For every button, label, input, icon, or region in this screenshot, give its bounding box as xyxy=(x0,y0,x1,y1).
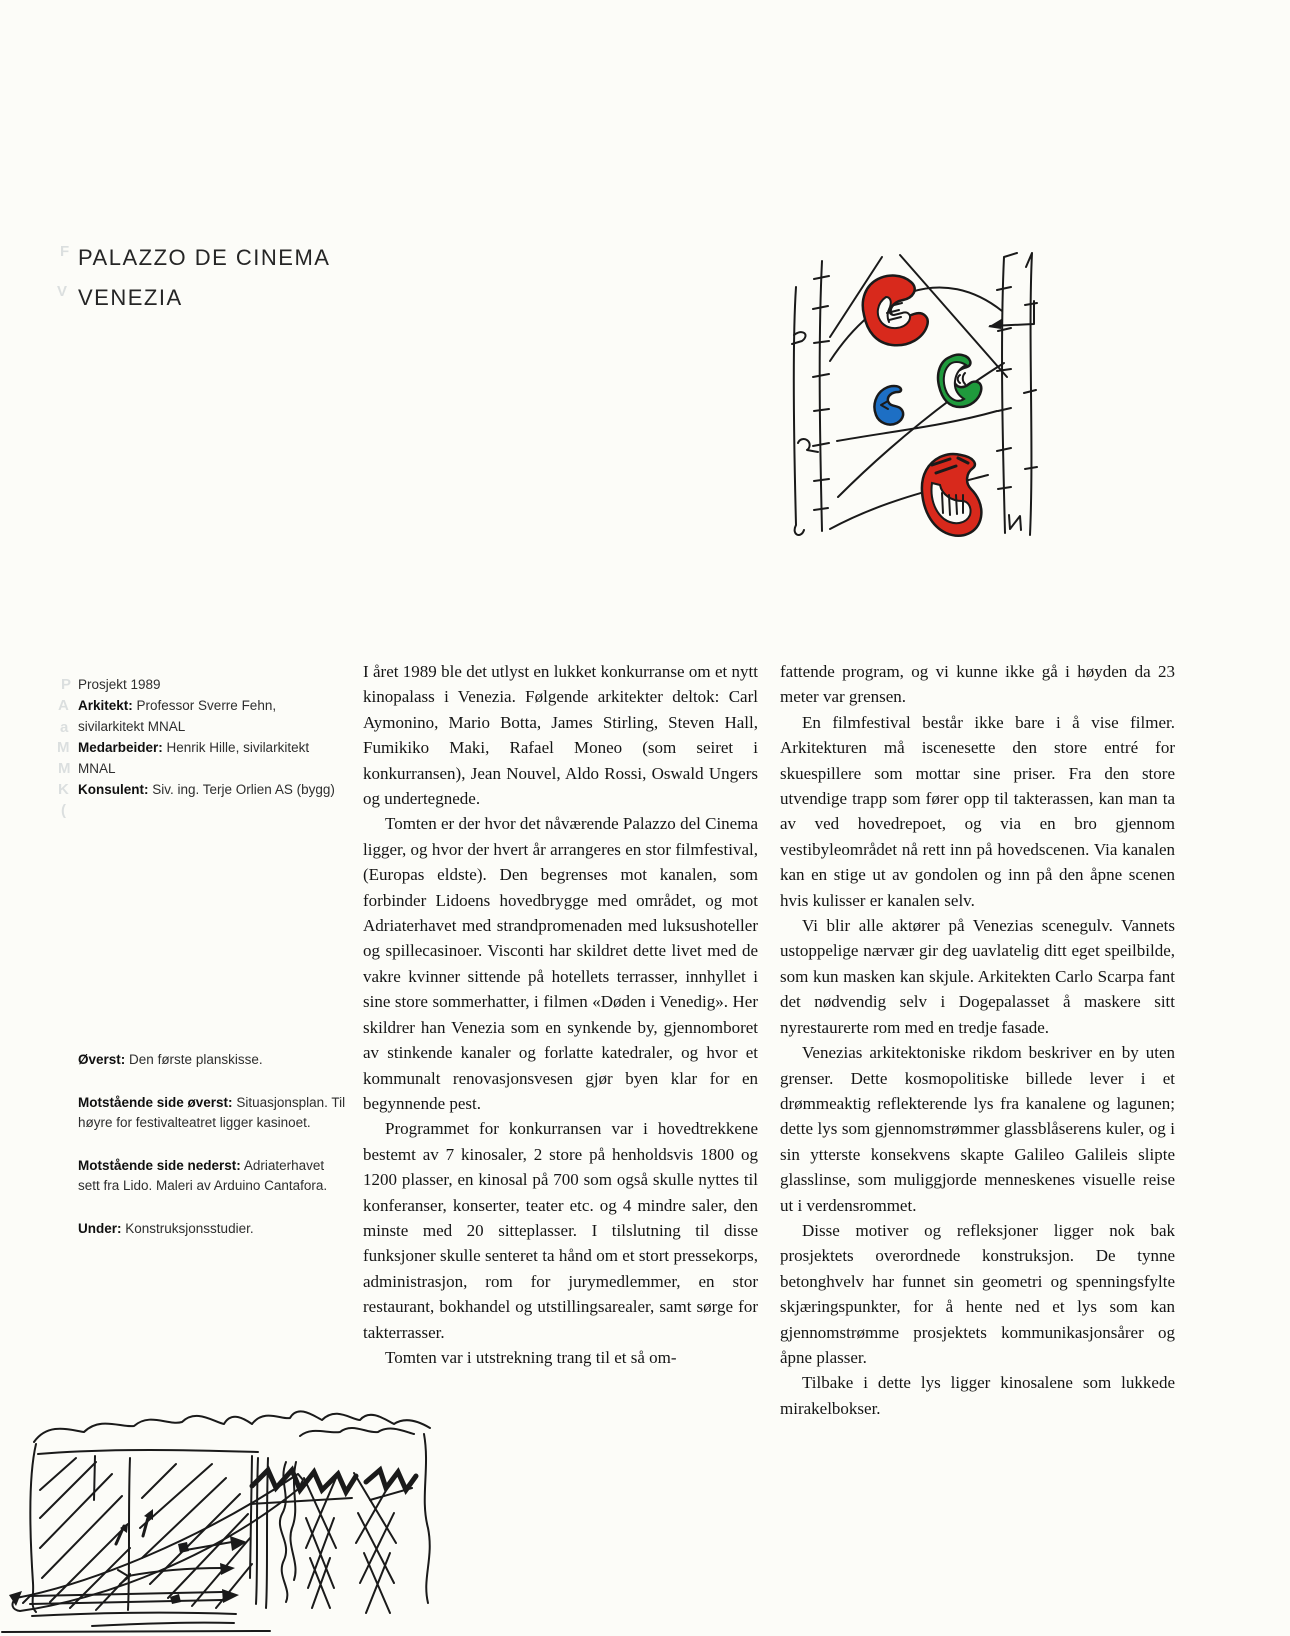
paragraph: fattende program, og vi kunne ikke gå i høyden da 23 meter var grensen. xyxy=(780,662,1175,707)
project-info xyxy=(78,674,344,800)
sketch-stroke xyxy=(1026,253,1032,535)
paragraph: Venezias arkitektoniske rikdom beskriver en by uten grenser. Dette kosmopolitiske billede lever i et drømmeaktig reflekterende lys fra kanalene og lagunen; dette lys som gjennomstrømmer glassblåserens kuler, og i sin ytterste konsekvens skapte Galileo Galileis slipte glasslinse, som muliggjorde menneskenes visuelle reise ut i verdensrommet. xyxy=(780,1043,1175,1215)
hall-glyph xyxy=(958,373,965,384)
sketch-stroke xyxy=(1002,253,1017,533)
ramp-tip xyxy=(9,1591,22,1606)
caption-opposite-bottom: Motstående side nederst: Adriaterhavet sett fra Lido. Maleri av Arduino Cantafora. xyxy=(78,1158,328,1193)
arrow xyxy=(186,1542,232,1550)
plan-sketch-figure xyxy=(782,243,1044,543)
project-year: Prosjekt 1989 xyxy=(78,677,161,692)
collaborator-line: Medarbeider: Henrik Hille, sivilarkitekt MNAL xyxy=(78,740,310,776)
paragraph: Tilbake i dette lys ligger kinosalene som lukkede mirakelbokser. xyxy=(780,1373,1175,1418)
sketch-stroke xyxy=(300,1428,414,1436)
article-column-1 xyxy=(363,659,758,1370)
show-through-mark: a xyxy=(60,719,69,736)
hatch-lines xyxy=(140,1464,252,1608)
paragraph: Tomten var i utstrekning trang til et så om- xyxy=(385,1347,677,1367)
figure-captions xyxy=(78,1050,348,1262)
page-title-line1: PALAZZO DE CINEMA xyxy=(78,245,331,270)
show-through-mark: K xyxy=(58,781,69,798)
article-column-2 xyxy=(780,659,1175,1421)
sketch-stroke xyxy=(30,1444,36,1612)
page-title-line2: VENEZIA xyxy=(78,285,183,310)
cross-hatch xyxy=(304,1478,336,1608)
show-through-mark: V xyxy=(57,283,68,300)
sketch-stroke xyxy=(792,332,818,452)
construction-sketch-figure xyxy=(0,1378,432,1636)
heavy-scribble xyxy=(366,1470,416,1490)
paragraph: Programmet for konkurransen var i hovedtrekkene bestemt av 7 kinosaler, 2 store på henholdsvis 1800 og 1200 plasser, en kinosal på 700 som også skulle nyttes til konferanser, konserter, teater etc. og 4 mindre saler, den minste med 20 sitteplasser. I tilslutning til disse funksjoner skulle senteret ta hånd om et stort pressekorps, administrasjon, rom for jurymedlemmer, en stor restaurant, bokhandel og utstillingsarealer, samt sørge for takterrasser. xyxy=(363,1119,758,1342)
sketch-stroke xyxy=(820,261,822,531)
paragraph: Disse motiver og refleksjoner ligger nok bak prosjektets overordnede konstruksjon. De tynne betonghvelv har funnet sin geometri og spenningsfylte skjæringspunkter, for å hente ned et lys som kan gjennomstrømme prosjektets kommunikasjonsårer og åpne plasser. xyxy=(780,1220,1175,1367)
paragraph: Tomten er der hvor det nåværende Palazzo del Cinema ligger, og hvor der hvert år arrangeres en stor filmfestival, (Europas eldste). Den begrenses mot kanalen, som forbinder Lidoens hovedbrygge med området, og mot Adriaterhavet med strandpromenaden med luksushoteller og spillecasinoer. Visconti har skildret dette livet med de vakre kvinner sittende på hotellets terrasser, innhyllet i sine store sommerhatter, i filmen «Døden i Venedig». Her skildrer han Venezia som en synkende by, gjennomboret av stinkende kanaler og forlatte katedraler, og hvor et kommunalt renovasjonsvesen gjør byen klar for en begynnende pest. xyxy=(363,814,758,1113)
sketch-stroke xyxy=(38,1450,258,1610)
show-through-mark: M xyxy=(58,760,71,777)
consultant-line: Konsulent: Siv. ing. Terje Orlien AS (bygg) xyxy=(78,782,335,797)
paragraph: I året 1989 ble det utlyst en lukket konkurranse om et nytt kinopalass i Venezia. Følgende arkitekter deltok: Carl Aymonino, Mario Botta, James Stirling, Steven Hall, Fumikiko Maki, Rafael Moneo (som seiret i konkurransen), Jean Nouvel, Aldo Rossi, Oswald Ungers og undertegnede. xyxy=(363,662,758,809)
show-through-mark: P xyxy=(61,676,72,693)
heavy-scribble xyxy=(250,1498,352,1504)
paragraph: En filmfestival består ikke bare i å vise filmer. Arkitekturen må iscenesette den store entré for skuespillere som mottar sine priser. Fra den store utvendige trapp som fører opp til takterassen, kan man ta av ved hovedrepoet, og via en bro gjennom vestibyleområdet nå rett inn på hovedscenen. Via kanalen kan en stige ut av gondolen og inn på den åpne scenen hvis kulisser er kanalen selv. xyxy=(780,712,1175,910)
caption-opposite-top: Motstående side øverst: Situasjonsplan. Til høyre for festivalteatret ligger kasinoet. xyxy=(78,1095,346,1130)
north-mark xyxy=(1009,515,1021,530)
show-through-mark: M xyxy=(57,739,70,756)
paragraph: Vi blir alle aktører på Venezias scenegulv. Vannets ustoppelige nærvær gir deg uavlatelig ditt eget speilbilde, som kun masken kan skjule. Arkitekten Carlo Scarpa fant det nødvendig selv i Dogepalasset å maskere sitt nyrestaurerte rom med en tredje fasade. xyxy=(780,916,1175,1037)
arrow-head xyxy=(988,318,1003,329)
show-through-mark: ( xyxy=(61,802,66,819)
sketch-stroke xyxy=(2,1613,270,1632)
caption-top: Øverst: Den første planskisse. xyxy=(78,1052,263,1067)
show-through-mark: F xyxy=(60,243,70,260)
show-through-mark: A xyxy=(58,697,69,714)
page-title xyxy=(78,238,330,318)
sketch-stroke xyxy=(424,1434,430,1603)
caption-below: Under: Konstruksjonsstudier. xyxy=(78,1221,254,1236)
sketch-stroke xyxy=(794,287,804,535)
architect-line: Arkitekt: Professor Sverre Fehn, sivilarkitekt MNAL xyxy=(78,698,277,734)
sketch-stroke xyxy=(34,1411,430,1442)
blue-hall-shape xyxy=(874,386,903,425)
